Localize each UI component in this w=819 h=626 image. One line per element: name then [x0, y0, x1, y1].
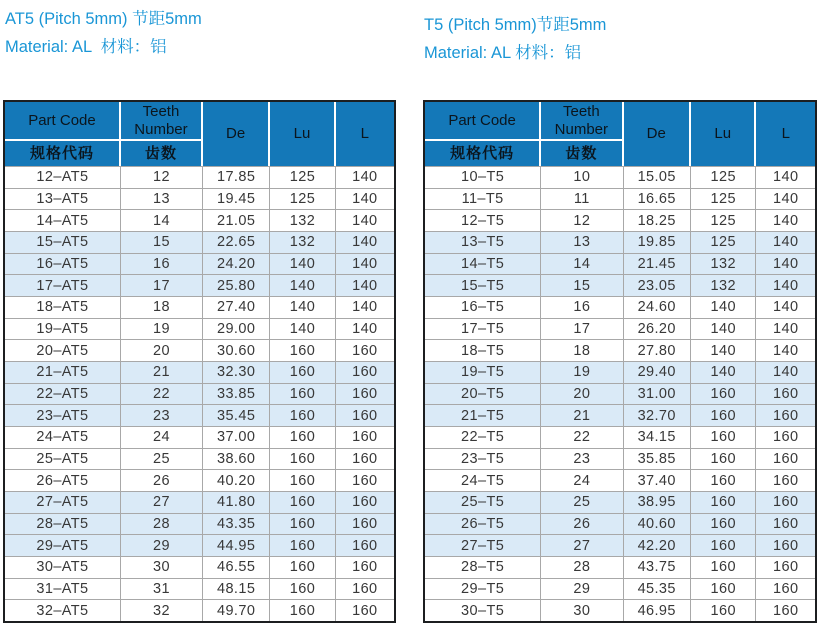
table-cell: 32–AT5 — [5, 600, 121, 621]
table-cell: 23–T5 — [425, 449, 541, 470]
table-row — [425, 296, 815, 318]
table-row — [5, 448, 394, 470]
table-cell: 160 — [270, 600, 335, 621]
table-row — [5, 361, 394, 383]
table-row — [5, 599, 394, 621]
table-cell: 20 — [121, 340, 203, 361]
header-l: L — [360, 125, 369, 143]
table-cell: 125 — [270, 189, 335, 210]
table-cell: 160 — [691, 470, 757, 491]
table-cell: 27 — [541, 535, 623, 556]
table-cell: 160 — [773, 602, 799, 619]
table-cell: 16–AT5 — [5, 254, 121, 275]
table-cell: 160 — [352, 342, 378, 359]
table-cell: 26.20 — [624, 319, 691, 340]
table-row — [5, 274, 394, 296]
table-cell: 160 — [773, 516, 799, 533]
table-row — [5, 556, 394, 578]
table-cell: 10–T5 — [425, 167, 541, 188]
table-row — [425, 448, 815, 470]
table-cell: 19.85 — [624, 232, 691, 253]
table-cell: 31.00 — [624, 384, 691, 405]
table-row — [425, 253, 815, 275]
table-cell: 29.40 — [624, 362, 691, 383]
table-cell: 140 — [773, 191, 799, 207]
table-cell: 46.95 — [624, 600, 691, 621]
table-cell: 31 — [121, 579, 203, 600]
header-part-code-cn: 规格代码 — [425, 139, 541, 166]
table-cell: 160 — [691, 384, 757, 405]
table-cell: 32 — [121, 600, 203, 621]
table-cell: 160 — [352, 581, 378, 598]
table-cell: 27.80 — [624, 340, 691, 361]
table-cell: 160 — [773, 494, 799, 511]
table-cell: 19 — [121, 319, 203, 340]
table-cell: 160 — [270, 405, 335, 426]
table-cell: 48.15 — [203, 579, 270, 600]
table-row — [5, 469, 394, 491]
table-row — [5, 383, 394, 405]
table-row — [425, 578, 815, 600]
table-cell: 140 — [773, 321, 799, 338]
header-teeth-number: Teeth Number — [121, 102, 203, 139]
table-cell: 140 — [691, 319, 757, 340]
table-cell: 140 — [773, 364, 799, 381]
table-cell: 160 — [773, 537, 799, 554]
table-row — [425, 491, 815, 513]
table-cell: 140 — [352, 256, 378, 273]
table-row — [5, 296, 394, 318]
table-cell: 14–AT5 — [5, 210, 121, 231]
table-cell: 24.20 — [203, 254, 270, 275]
table-cell: 160 — [691, 514, 757, 535]
table-header — [425, 102, 815, 166]
header-part-code: Part Code — [425, 102, 541, 139]
table-cell: 140 — [352, 212, 378, 229]
table-cell: 22.65 — [203, 232, 270, 253]
table-row — [5, 209, 394, 231]
section-title-t5 — [424, 11, 606, 67]
table-cell: 160 — [691, 557, 757, 578]
table-cell: 15 — [121, 232, 203, 253]
table-cell: 38.60 — [203, 449, 270, 470]
table-cell: 21–AT5 — [5, 362, 121, 383]
table-cell: 18.25 — [624, 210, 691, 231]
table-cell: 32.30 — [203, 362, 270, 383]
table-cell: 10 — [541, 167, 623, 188]
table-cell: 35.85 — [624, 449, 691, 470]
table-cell: 160 — [352, 386, 378, 403]
table-cell: 15–AT5 — [5, 232, 121, 253]
table-cell: 140 — [691, 340, 757, 361]
table-cell: 24–T5 — [425, 470, 541, 491]
table-cell: 140 — [270, 319, 335, 340]
table-cell: 160 — [691, 405, 757, 426]
table-cell: 16.65 — [624, 189, 691, 210]
table-cell: 30 — [121, 557, 203, 578]
table-cell: 13–T5 — [425, 232, 541, 253]
table-cell: 16–T5 — [425, 297, 541, 318]
table-cell: 160 — [773, 472, 799, 489]
table-cell: 160 — [352, 559, 378, 576]
table-cell: 25 — [541, 492, 623, 513]
table-cell: 24 — [541, 470, 623, 491]
table-cell: 125 — [691, 189, 757, 210]
table-cell: 160 — [352, 537, 378, 554]
table-cell: 160 — [352, 494, 378, 511]
section-title-line1: AT5 (Pitch 5mm) 节距5mm — [5, 10, 202, 28]
table-cell: 21.05 — [203, 210, 270, 231]
table-cell: 160 — [352, 472, 378, 489]
table-cell: 35.45 — [203, 405, 270, 426]
table-cell: 21 — [541, 405, 623, 426]
table-cell: 14 — [541, 254, 623, 275]
table-cell: 23 — [121, 405, 203, 426]
table-cell: 27.40 — [203, 297, 270, 318]
table-row — [425, 383, 815, 405]
table-cell: 29–AT5 — [5, 535, 121, 556]
table-row — [425, 318, 815, 340]
table-cell: 20–AT5 — [5, 340, 121, 361]
table-cell: 11 — [541, 189, 623, 210]
table-cell: 160 — [270, 514, 335, 535]
table-cell: 30–AT5 — [5, 557, 121, 578]
table-cell: 125 — [691, 210, 757, 231]
table-cell: 29.00 — [203, 319, 270, 340]
table-cell: 160 — [773, 429, 799, 446]
table-cell: 31–AT5 — [5, 579, 121, 600]
table-cell: 28 — [121, 514, 203, 535]
table-cell: 17 — [121, 275, 203, 296]
table-cell: 41.80 — [203, 492, 270, 513]
header-lu: Lu — [691, 102, 757, 166]
table-cell: 160 — [691, 600, 757, 621]
table-cell: 17 — [541, 319, 623, 340]
table-cell: 37.00 — [203, 427, 270, 448]
table-row — [425, 469, 815, 491]
table-cell: 24–AT5 — [5, 427, 121, 448]
table-row — [425, 599, 815, 621]
table-cell: 45.35 — [624, 579, 691, 600]
table-cell: 37.40 — [624, 470, 691, 491]
table-cell: 44.95 — [203, 535, 270, 556]
header-de: De — [203, 102, 270, 166]
section-title-line2: Material: AL 材料：铝 — [5, 38, 167, 56]
table-cell: 29 — [541, 579, 623, 600]
table-cell: 25–AT5 — [5, 449, 121, 470]
table-cell: 26–AT5 — [5, 470, 121, 491]
table-cell: 140 — [352, 191, 378, 207]
table-cell: 23.05 — [624, 275, 691, 296]
table-row — [425, 209, 815, 231]
table-cell: 160 — [270, 340, 335, 361]
table-row — [5, 253, 394, 275]
table-row — [5, 188, 394, 210]
spec-table-at5 — [3, 100, 396, 623]
table-body — [425, 166, 815, 621]
header-teeth-number-cn: 齿数 — [121, 139, 203, 166]
table-cell: 16 — [121, 254, 203, 275]
table-cell: 160 — [270, 449, 335, 470]
table-cell: 160 — [270, 470, 335, 491]
table-cell: 160 — [773, 559, 799, 576]
table-cell: 160 — [270, 362, 335, 383]
table-row — [425, 404, 815, 426]
table-cell: 140 — [773, 299, 799, 316]
table-cell: 160 — [691, 579, 757, 600]
table-cell: 33.85 — [203, 384, 270, 405]
table-cell: 132 — [270, 232, 335, 253]
header-de: De — [624, 102, 691, 166]
table-cell: 21–T5 — [425, 405, 541, 426]
table-cell: 160 — [270, 535, 335, 556]
table-cell: 24.60 — [624, 297, 691, 318]
table-cell: 24 — [121, 427, 203, 448]
table-row — [425, 188, 815, 210]
table-cell: 140 — [691, 297, 757, 318]
table-cell: 13–AT5 — [5, 189, 121, 210]
table-cell: 20 — [541, 384, 623, 405]
table-cell: 160 — [352, 364, 378, 381]
table-cell: 21.45 — [624, 254, 691, 275]
table-row — [425, 534, 815, 556]
table-cell: 25 — [121, 449, 203, 470]
table-cell: 160 — [270, 384, 335, 405]
table-cell: 160 — [270, 492, 335, 513]
table-cell: 18 — [541, 340, 623, 361]
table-cell: 160 — [270, 427, 335, 448]
table-cell: 140 — [773, 234, 799, 251]
table-cell: 160 — [352, 451, 378, 468]
table-cell: 140 — [773, 256, 799, 273]
table-cell: 12–T5 — [425, 210, 541, 231]
table-row — [5, 426, 394, 448]
section-title-at5 — [5, 5, 202, 61]
section-title-line1: T5 (Pitch 5mm)节距5mm — [424, 16, 607, 34]
table-row — [5, 491, 394, 513]
table-cell: 160 — [352, 407, 378, 424]
table-cell: 17–T5 — [425, 319, 541, 340]
table-cell: 34.15 — [624, 427, 691, 448]
table-row — [5, 578, 394, 600]
table-cell: 21 — [121, 362, 203, 383]
table-cell: 125 — [691, 232, 757, 253]
table-cell: 12 — [541, 210, 623, 231]
table-row — [425, 166, 815, 188]
table-cell: 23–AT5 — [5, 405, 121, 426]
table-cell: 132 — [691, 275, 757, 296]
table-cell: 20–T5 — [425, 384, 541, 405]
table-row — [5, 166, 394, 188]
table-cell: 140 — [773, 342, 799, 359]
table-cell: 140 — [270, 297, 335, 318]
section-title-line2: Material: AL 材料：铝 — [424, 44, 582, 62]
table-cell: 132 — [270, 210, 335, 231]
table-cell: 160 — [773, 451, 799, 468]
table-cell: 19.45 — [203, 189, 270, 210]
table-cell: 25.80 — [203, 275, 270, 296]
table-cell: 140 — [773, 169, 799, 186]
table-row — [425, 274, 815, 296]
table-cell: 160 — [691, 492, 757, 513]
header-part-code-cn: 规格代码 — [5, 139, 121, 166]
table-cell: 18–AT5 — [5, 297, 121, 318]
table-cell: 22–T5 — [425, 427, 541, 448]
table-cell: 29–T5 — [425, 579, 541, 600]
table-cell: 14–T5 — [425, 254, 541, 275]
header-teeth-number-cn: 齿数 — [541, 139, 623, 166]
table-cell: 23 — [541, 449, 623, 470]
table-cell: 140 — [773, 212, 799, 229]
table-cell: 140 — [270, 275, 335, 296]
table-cell: 140 — [773, 277, 799, 294]
table-row — [425, 513, 815, 535]
table-cell: 26 — [541, 514, 623, 535]
table-cell: 17–AT5 — [5, 275, 121, 296]
table-cell: 27–AT5 — [5, 492, 121, 513]
table-cell: 30–T5 — [425, 600, 541, 621]
header-teeth-number: Teeth Number — [541, 102, 623, 139]
table-cell: 17.85 — [203, 167, 270, 188]
table-cell: 22 — [121, 384, 203, 405]
table-cell: 19–AT5 — [5, 319, 121, 340]
table-cell: 12 — [121, 167, 203, 188]
table-header — [5, 102, 394, 166]
table-cell: 28–AT5 — [5, 514, 121, 535]
table-cell: 160 — [352, 516, 378, 533]
table-cell: 26–T5 — [425, 514, 541, 535]
table-cell: 140 — [270, 254, 335, 275]
table-cell: 160 — [773, 386, 799, 403]
table-cell: 29 — [121, 535, 203, 556]
table-cell: 160 — [352, 429, 378, 446]
table-cell: 15.05 — [624, 167, 691, 188]
header-part-code: Part Code — [5, 102, 121, 139]
table-cell: 40.20 — [203, 470, 270, 491]
table-cell: 27–T5 — [425, 535, 541, 556]
table-cell: 13 — [541, 232, 623, 253]
table-cell: 140 — [352, 169, 378, 186]
table-cell: 38.95 — [624, 492, 691, 513]
table-cell: 16 — [541, 297, 623, 318]
table-cell: 43.75 — [624, 557, 691, 578]
table-cell: 32.70 — [624, 405, 691, 426]
table-cell: 125 — [270, 167, 335, 188]
table-cell: 125 — [691, 167, 757, 188]
table-cell: 140 — [352, 234, 378, 251]
table-cell: 160 — [691, 427, 757, 448]
table-cell: 160 — [352, 602, 378, 619]
table-row — [425, 556, 815, 578]
table-cell: 27 — [121, 492, 203, 513]
table-cell: 19–T5 — [425, 362, 541, 383]
spec-table-t5 — [423, 100, 817, 623]
table-cell: 25–T5 — [425, 492, 541, 513]
table-cell: 12–AT5 — [5, 167, 121, 188]
table-cell: 18 — [121, 297, 203, 318]
table-cell: 28–T5 — [425, 557, 541, 578]
table-cell: 19 — [541, 362, 623, 383]
table-cell: 140 — [352, 321, 378, 338]
header-lu: Lu — [270, 102, 335, 166]
table-cell: 160 — [691, 535, 757, 556]
table-row — [425, 361, 815, 383]
table-cell: 160 — [773, 407, 799, 424]
table-cell: 15 — [541, 275, 623, 296]
table-cell: 46.55 — [203, 557, 270, 578]
table-row — [425, 231, 815, 253]
table-cell: 40.60 — [624, 514, 691, 535]
table-cell: 14 — [121, 210, 203, 231]
table-row — [5, 231, 394, 253]
table-row — [5, 404, 394, 426]
table-cell: 18–T5 — [425, 340, 541, 361]
table-cell: 160 — [270, 557, 335, 578]
table-row — [425, 339, 815, 361]
table-cell: 22–AT5 — [5, 384, 121, 405]
table-cell: 140 — [691, 362, 757, 383]
table-cell: 160 — [773, 581, 799, 598]
table-cell: 49.70 — [203, 600, 270, 621]
table-cell: 22 — [541, 427, 623, 448]
table-cell: 30 — [541, 600, 623, 621]
table-cell: 160 — [270, 579, 335, 600]
table-cell: 30.60 — [203, 340, 270, 361]
table-row — [5, 318, 394, 340]
table-cell: 13 — [121, 189, 203, 210]
table-cell: 140 — [352, 277, 378, 294]
table-cell: 132 — [691, 254, 757, 275]
table-row — [5, 534, 394, 556]
header-l: L — [781, 125, 790, 143]
table-cell: 15–T5 — [425, 275, 541, 296]
table-row — [5, 339, 394, 361]
table-cell: 140 — [352, 299, 378, 316]
table-cell: 11–T5 — [425, 189, 541, 210]
table-cell: 42.20 — [624, 535, 691, 556]
table-cell: 43.35 — [203, 514, 270, 535]
table-body — [5, 166, 394, 621]
table-row — [425, 426, 815, 448]
table-cell: 26 — [121, 470, 203, 491]
table-cell: 160 — [691, 449, 757, 470]
table-cell: 28 — [541, 557, 623, 578]
table-row — [5, 513, 394, 535]
